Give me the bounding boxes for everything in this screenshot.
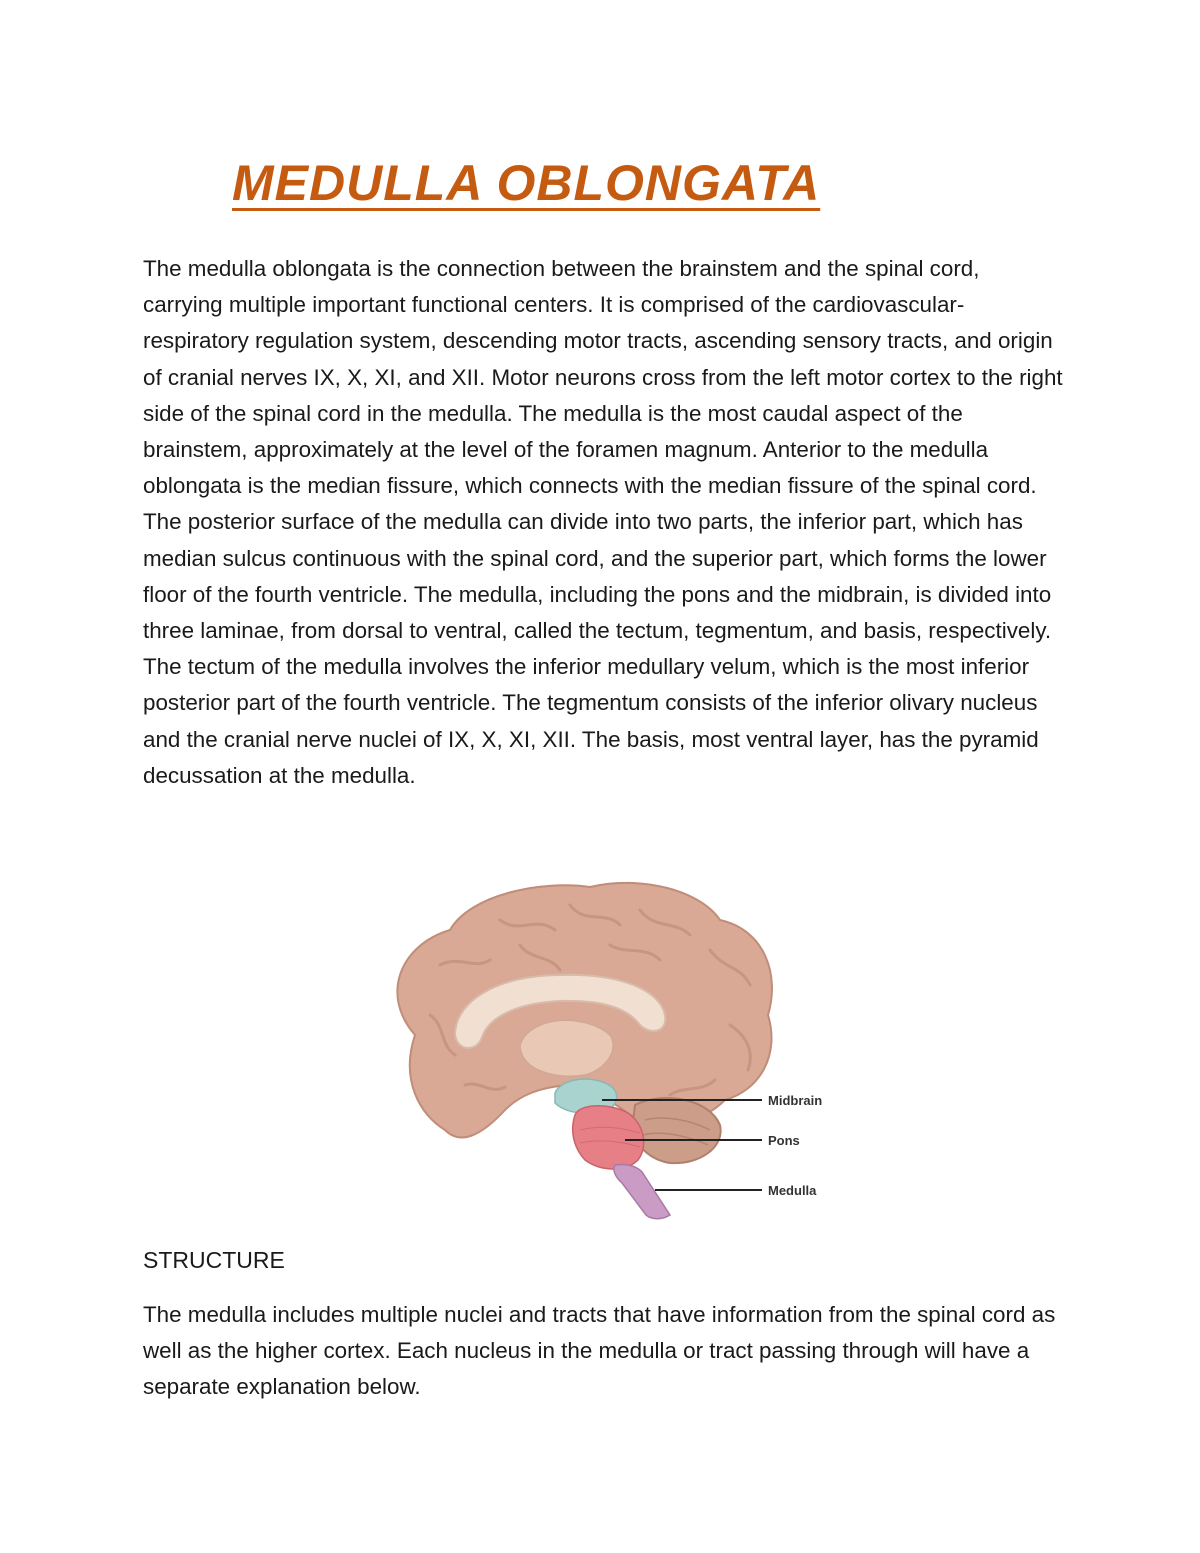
label-pons: Pons: [768, 1133, 800, 1148]
thalamus: [520, 1020, 613, 1076]
structure-heading: STRUCTURE: [143, 1247, 285, 1273]
structure-paragraph: The medulla includes multiple nuclei and tracts that have information from the spinal cord as well as the higher cortex. Each nucleus in the medulla or tract passing through will have a separate explanation below.: [143, 1302, 1056, 1400]
page-title: MEDULLA OBLONGATA: [232, 155, 821, 211]
brain-figure: [370, 875, 850, 1220]
label-midbrain: Midbrain: [768, 1093, 823, 1108]
label-medulla: Medulla: [768, 1183, 817, 1198]
brain-diagram: [370, 875, 850, 1220]
medulla-region: [614, 1164, 670, 1218]
intro-paragraph: The medulla oblongata is the connection between the brainstem and the spinal cord, carrying multiple important functional centers. It is comprised of the cardiovascular-respiratory regulation system, descending motor tracts, ascending sensory tracts, and origin of cranial nerves IX, X, XI, and XII. Motor neurons cross from the left motor cortex to the right side of the spinal cord in the medulla. The medulla is the most caudal aspect of the brainstem, approximately at the level of the foramen magnum. Anterior to the medulla oblongata is the median fissure, which connects with the median fissure of the spinal cord. The posterior surface of the medulla can divide into two parts, the inferior part, which has median sulcus continuous with the spinal cord, and the superior part, which forms the lower floor of the fourth ventricle. The medulla, including the pons and the midbrain, is divided into three laminae, from dorsal to ventral, called the tectum, tegmentum, and basis, respectively. The tectum of the medulla involves the inferior medullary velum, which is the most inferior posterior part of the fourth ventricle. The tegmentum consists of the inferior olivary nucleus and the cranial nerve nuclei of IX, X, XI, XII. The basis, most ventral layer, has the pyramid decussation at the medulla.: [143, 256, 1063, 788]
